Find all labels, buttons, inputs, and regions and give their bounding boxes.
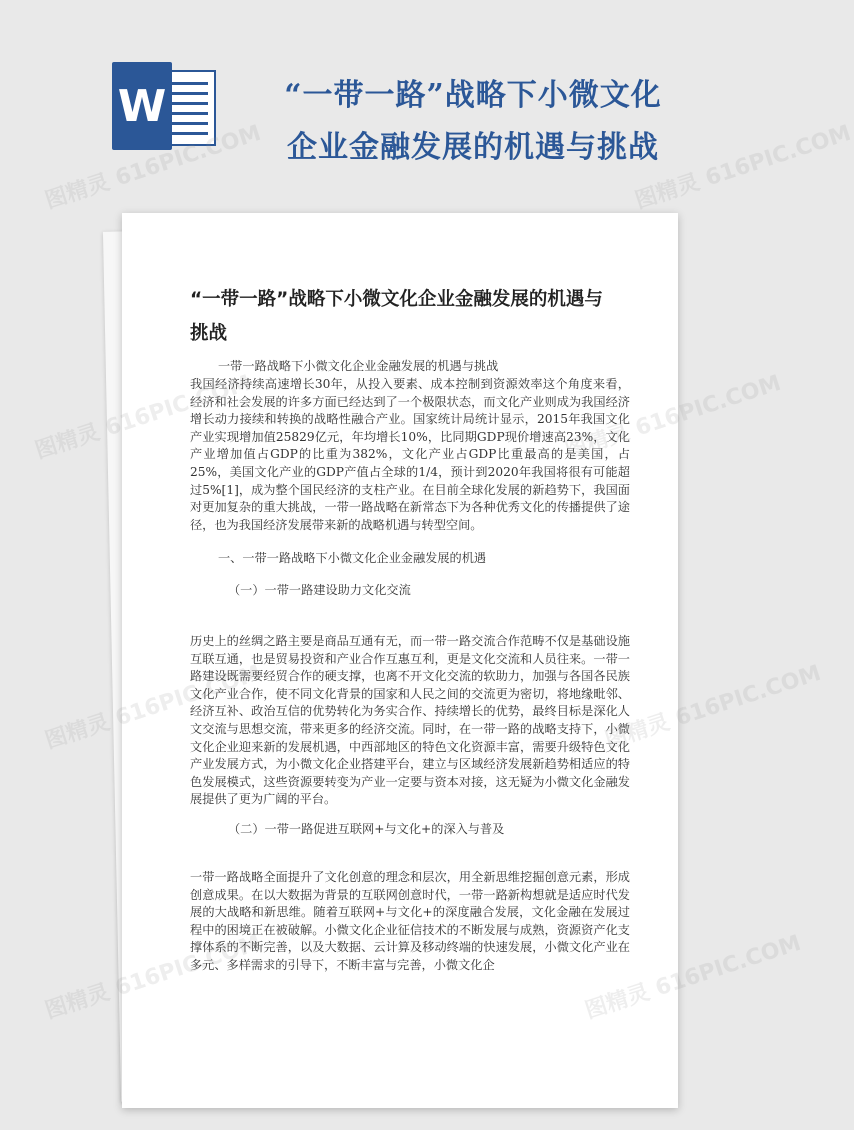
paragraph-internet-plus: 一带一路战略全面提升了文化创意的理念和层次，用全新思维挖掘创意元素，形成创意成果。在以大数据为背景的互联网创意时代，一带一路新构想就是适应时代发展的大战略和新思维。随着互联网+与文化+的深度融合发展，文化金融在发展过程中的困境正在被破解。小微文化企业征信技术的不断发展与成熟，资源资产化支撑体系的不断完善，以及大数据、云计算及移动终端的快速发展，小微文化产业在多元、多样需求的引导下，不断丰富与完善，小微文化企 — [190, 870, 630, 972]
watermark-text: 图精灵 616PIC.COM — [632, 120, 854, 215]
section-heading-1: 一、一带一路战略下小微文化企业金融发展的机遇 — [218, 551, 487, 565]
watermark-text: 616PIC.COM — [632, 370, 785, 442]
document-title-line-2: 企业金融发展的机遇与挑战 — [287, 130, 659, 165]
document-title — [258, 70, 688, 174]
paragraph-culture-exchange: 历史上的丝绸之路主要是商品互通有无，而一带一路交流合作范畴不仅是基础设施互联互通，也是贸易投资和产业合作互惠互利，更是文化交流和人员往来。一带一路建设既需要经贸合作的硬支撑，也离不开文化交流的软助力，加强与各国各民族文化产业合作，使不同文化背景的国家和人民之间的交流更为密切，将地缘毗邻、经济互补、政治互信的优势转化为务实合作、持续增长的优势，最终目标是深化人文交流与思想交流，带来更多的经济交流。同时，在一带一路的战略支持下，小微文化企业迎来新的发展机遇，中西部地区的特色文化资源丰富，需要升级特色文化产业发展方式，为小微文化企业搭建平台，建立与区域经济发展新趋势相适应的特色发展模式，这些资源要转变为产业一定要与资本对接，这无疑为小微文化金融发展提供了更为广阔的平台。 — [190, 634, 630, 807]
watermark-text: 图精灵 — [42, 709, 113, 755]
document-header — [0, 0, 800, 210]
word-letter-tile: W — [112, 62, 172, 150]
watermark-text: 图精灵 — [32, 419, 103, 465]
document-title-line-1: “一带一路”战略下小微文化 — [284, 78, 662, 113]
watermark-text: 图精灵 616PIC.COM — [42, 120, 265, 215]
subsection-heading-1: （一）一带一路建设助力文化交流 — [228, 583, 411, 597]
article-title-line-1: “一带一路”战略下小微文化企业金融发展的机遇与 — [190, 289, 603, 310]
document-page — [122, 213, 678, 1108]
article-title — [190, 283, 650, 351]
watermark-text: 图精灵 616PIC.COM — [602, 660, 825, 755]
paragraph-intro: 我国经济持续高速增长30年，从投入要素、成本控制到资源效率这个角度来看，经济和社会发展的许多方面已经达到了一个极限状态，而文化产业则成为我国经济增长动力接续和转换的战略性融合产业。国家统计局统计显示，2015年我国文化产业实现增加值25829亿元，年均增长10%，比同期GDP现价增速高23%，文化产业增加值占GDP的比重为382%，文化产业占GDP比重最高的是美国，占25%，美国文化产业的GDP产值占全球的1/4，预计到2020年我国将很有可能超过5%[1]，成为整个国民经济的支柱产业。在目前全球化发展的新趋势下，我国面对更加复杂的重大挑战，一带一路战略在新常态下为各种优秀文化的传播提供了途径，也为我国经济发展带来新的战略机遇与转型空间。 — [190, 377, 630, 532]
article-subtitle: 一带一路战略下小微文化企业金融发展的机遇与挑战 — [218, 359, 499, 373]
watermark-text: 图精灵 — [42, 979, 113, 1025]
subsection-heading-2: （二）一带一路促进互联网+与文化+的深入与普及 — [228, 822, 505, 836]
article-title-line-2: 挑战 — [190, 323, 228, 344]
watermark-text: 图精灵 616PIC.COM — [582, 930, 805, 1025]
word-document-icon — [112, 62, 216, 150]
